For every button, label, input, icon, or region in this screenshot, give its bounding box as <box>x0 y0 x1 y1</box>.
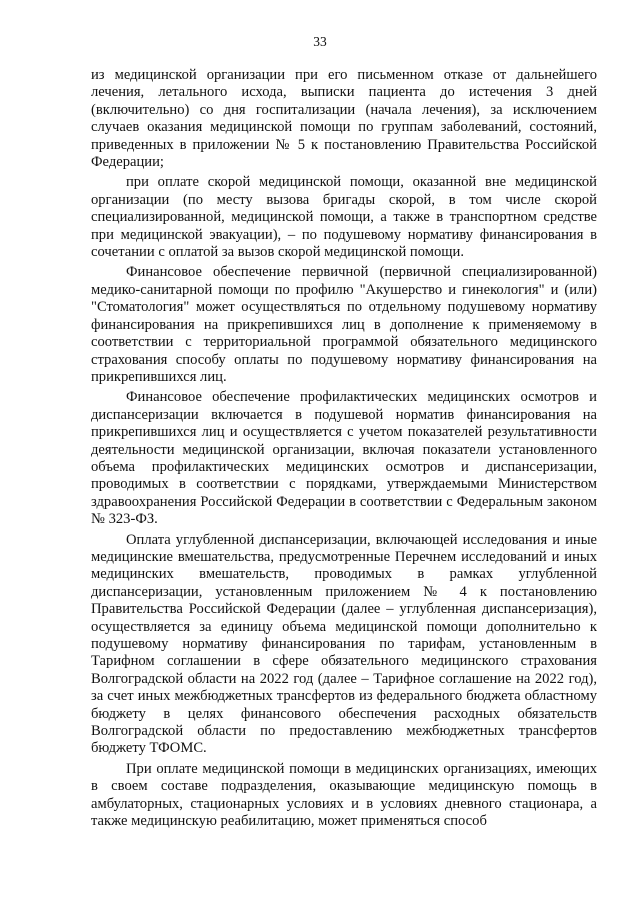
document-body <box>91 67 597 833</box>
paragraph-ambulance-payment: при оплате скорой медицинской помощи, оказанной вне медицинской организации (по месту вызова бригады скорой, в том числе скорой специализированной, медицинской помощи, а также в транспортном средстве при медицинской эвакуации), – по подушевому нормативу финансирования в сочетании с оплатой за вызов скорой медицинской помощи. <box>91 174 597 261</box>
paragraph-mixed-organizations: При оплате медицинской помощи в медицинских организациях, имеющих в своем составе подразделения, оказывающие медицинскую помощь в амбулаторных, стационарных условиях и в условиях дневного стационара, а также медицинскую реабилитацию, может применяться способ <box>91 760 597 830</box>
paragraph-primary-care-financing: Финансовое обеспечение первичной (первичной специализированной) медико-санитарной помощи по профилю "Акушерство и гинекология" и (или) "Стоматология" может осуществляться по отдельному подушевому нормативу финансирования на прикрепившихся лиц в дополнение к применяемому в соответствии с территориальной программой обязательного медицинского страхования способу оплаты по подушевому нормативу финансирования на прикрепившихся лиц. <box>91 264 597 385</box>
paragraph-continuation: из медицинской организации при его письменном отказе от дальнейшего лечения, летального исхода, выписки пациента до истечения 3 дней (включительно) со дня госпитализации (начала лечения), за исключением случаев оказания медицинской помощи по группам заболеваний, состояний, приведенных в приложении № 5 к постановлению Правительства Российской Федерации; <box>91 67 597 171</box>
paragraph-preventive-examinations: Финансовое обеспечение профилактических медицинских осмотров и диспансеризации включается в подушевой норматив финансирования на прикрепившихся лиц и осуществляется с учетом показателей результативности деятельности медицинской организации, включая показатели установленного объема профилактических медицинских осмотров и диспансеризации, проводимых в соответствии с порядками, утверждаемыми Министерством здравоохранения Российской Федерации в соответствии с Федеральным законом № 323-ФЗ. <box>91 389 597 528</box>
paragraph-in-depth-screening: Оплата углубленной диспансеризации, включающей исследования и иные медицинские вмешательства, предусмотренные Перечнем исследований и иных медицинских вмешательств, проводимых в рамках углубленной диспансеризации, установленным приложением № 4 к постановлению Правительства Российской Федерации (далее – углубленная диспансеризация), осуществляется за единицу объема медицинской помощи дополнительно к подушевому нормативу финансирования по тарифам, установленным в Тарифном соглашении в сфере обязательного медицинского страхования Волгоградской области на 2022 год (далее – Тарифное соглашение на 2022 год), за счет иных межбюджетных трансфертов из федерального бюджета областному бюджету в целях финансового обеспечения расходных обязательств Волгоградской области по предоставлению межбюджетных трансфертов бюджету ТФОМС. <box>91 531 597 757</box>
page-number: 33 <box>313 34 327 49</box>
